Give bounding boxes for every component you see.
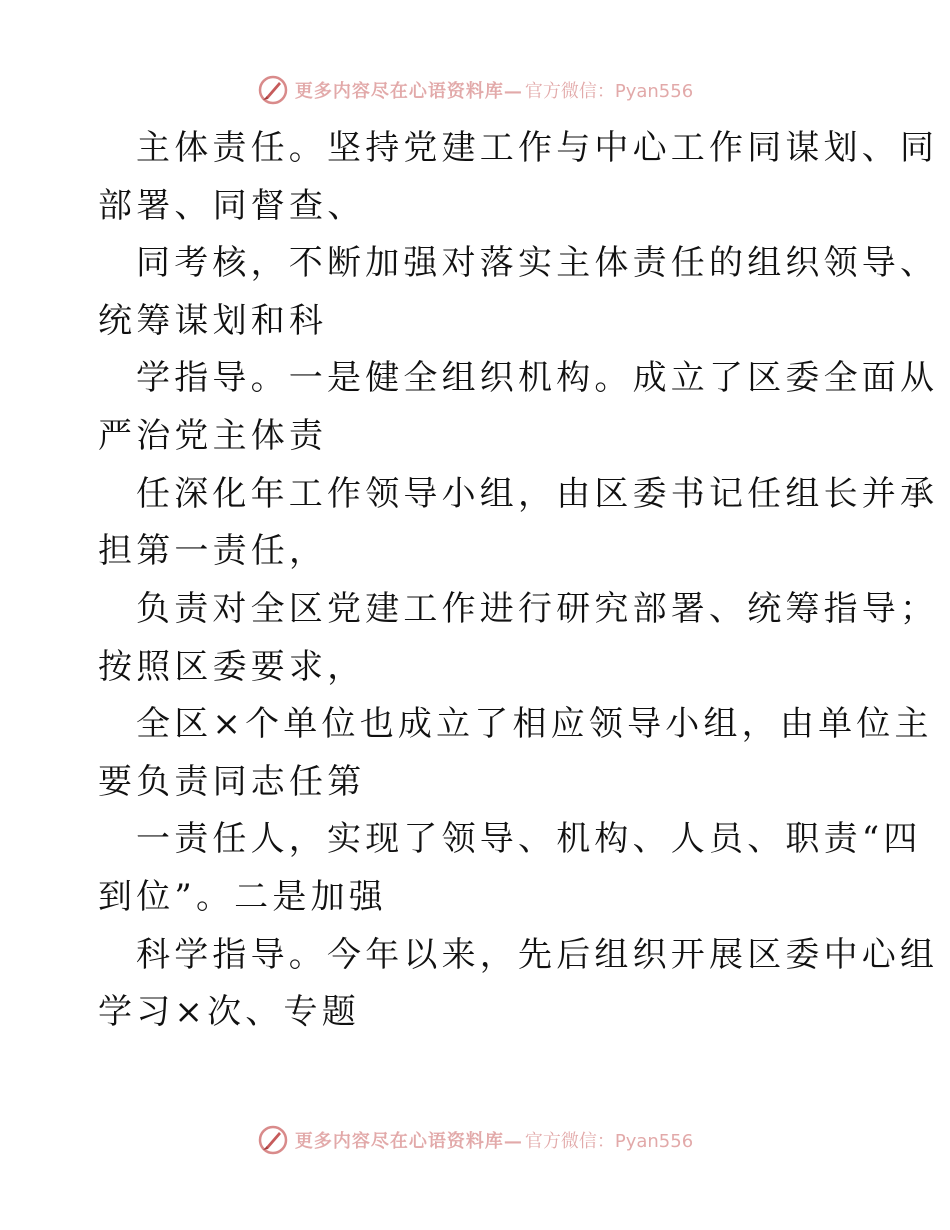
text-line: 学指导。一是健全组织机构。成立了区委全面从 bbox=[136, 358, 939, 398]
text-line: 任深化年工作领导小组，由区委书记任组长并承 bbox=[136, 474, 939, 514]
text-line: 担第一责任， bbox=[98, 531, 328, 571]
watermark-contact: 官方微信：Pyan556 bbox=[524, 81, 694, 102]
watermark-contact: 官方微信：Pyan556 bbox=[524, 1131, 694, 1152]
text-line: 全区×个单位也成立了相应领导小组，由单位主 bbox=[136, 704, 933, 744]
text-line: 主体责任。坚持党建工作与中心工作同谋划、同 bbox=[136, 128, 939, 168]
text-line: 学习×次、专题 bbox=[98, 992, 360, 1032]
header-watermark bbox=[0, 70, 950, 110]
text-line: 负责对全区党建工作进行研究部署、统筹指导； bbox=[136, 589, 939, 629]
text-line: 按照区委要求， bbox=[98, 647, 366, 687]
text-line: 一责任人，实现了领导、机构、人员、职责“四 bbox=[136, 819, 922, 859]
text-line: 要负责同志任第 bbox=[98, 762, 366, 802]
footer-watermark bbox=[0, 1120, 950, 1160]
text-line: 严治党主体责 bbox=[98, 416, 328, 456]
text-line: 同考核，不断加强对落实主体责任的组织领导、 bbox=[136, 243, 939, 283]
text-line: 统筹谋划和科 bbox=[98, 301, 328, 341]
watermark-text: 更多内容尽在心语资料库— bbox=[294, 1131, 523, 1152]
quill-pen-icon bbox=[257, 74, 289, 106]
text-line: 科学指导。今年以来，先后组织开展区委中心组 bbox=[136, 935, 939, 975]
text-line: 部署、同督查、 bbox=[98, 186, 366, 226]
watermark-text: 更多内容尽在心语资料库— bbox=[294, 81, 523, 102]
quill-pen-icon bbox=[257, 1124, 289, 1156]
text-line: 到位”。二是加强 bbox=[98, 877, 387, 917]
